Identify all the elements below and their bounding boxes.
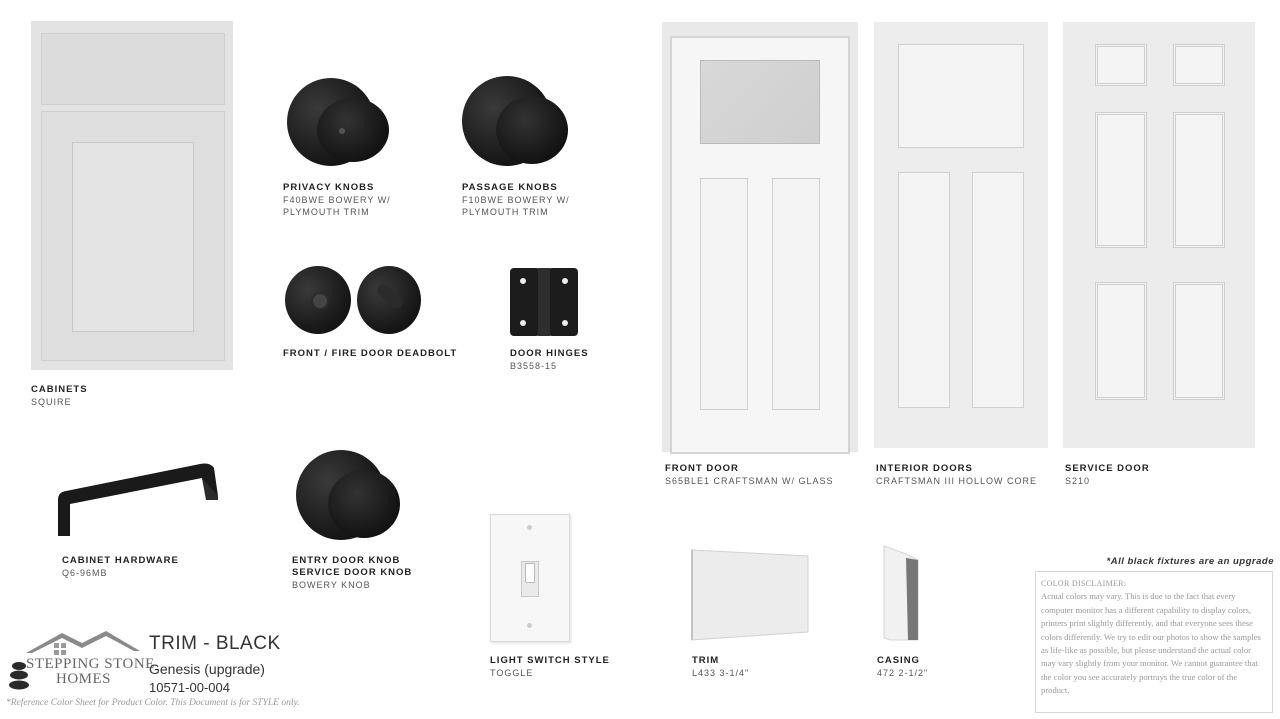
interior-door-image — [874, 22, 1048, 448]
service-door-label: SERVICE DOOR — [1065, 463, 1150, 474]
package-name: Genesis (upgrade) — [149, 661, 265, 677]
house-roof-logo-icon — [24, 629, 142, 657]
disclaimer-body: Actual colors may vary. This is due to the fact that every computer monitor has a different capability to display colors, printers print slightly differently, and that everyone sees these colors differently. We try to edit our photos to show the samples as life-like as possible, but please understand the actual color may vary slightly from your monitor. We cannot guarantee that the color you see accurately portrays the true color of the product. — [1041, 591, 1261, 696]
door-hinge-image — [510, 268, 578, 336]
privacy-knobs-label: PRIVACY KNOBS — [283, 182, 375, 193]
casing-model: 472 2-1/2" — [877, 668, 929, 678]
door-hinges-model: B3558-15 — [510, 361, 558, 371]
disclaimer-title: COLOR DISCLAIMER: — [1041, 579, 1127, 588]
privacy-knobs-model: F40BWE BOWERY W/ — [283, 195, 391, 205]
front-door-image — [662, 22, 858, 452]
light-switch-label: LIGHT SWITCH STYLE — [490, 655, 610, 666]
passage-knobs-model: F10BWE BOWERY W/ — [462, 195, 570, 205]
casing-profile-image — [880, 544, 922, 644]
package-title: TRIM - BLACK — [149, 633, 281, 654]
upgrade-note: *All black fixtures are an upgrade — [1106, 556, 1274, 567]
deadbolt-label: FRONT / FIRE DOOR DEADBOLT — [283, 348, 458, 359]
cabinet-door-image — [31, 21, 233, 370]
privacy-knobs-trim: PLYMOUTH TRIM — [283, 207, 370, 217]
trim-label: TRIM — [692, 655, 720, 666]
service-door-knob-label: SERVICE DOOR KNOB — [292, 567, 413, 578]
interior-doors-model: CRAFTSMAN III HOLLOW CORE — [876, 476, 1038, 486]
brand-name-line1: STEPPING STONE — [26, 656, 155, 672]
passage-knobs-label: PASSAGE KNOBS — [462, 182, 558, 193]
service-door-image — [1063, 22, 1255, 448]
service-door-model: S210 — [1065, 476, 1091, 486]
deadbolt-image — [285, 266, 425, 338]
passage-knobs-trim: PLYMOUTH TRIM — [462, 207, 549, 217]
entry-knob-model: BOWERY KNOB — [292, 580, 371, 590]
front-door-model: S65BLE1 CRAFTSMAN W/ GLASS — [665, 476, 834, 486]
trim-profile-image — [690, 548, 812, 642]
casing-label: CASING — [877, 655, 920, 666]
trim-model: L433 3-1/4" — [692, 668, 750, 678]
light-switch-style: TOGGLE — [490, 668, 534, 678]
package-code: 10571-00-004 — [149, 680, 230, 695]
entry-door-knob-label: ENTRY DOOR KNOB — [292, 555, 401, 566]
interior-doors-label: INTERIOR DOORS — [876, 463, 973, 474]
light-switch-image — [490, 514, 570, 642]
cabinet-hardware-model: Q6-96MB — [62, 568, 108, 578]
front-door-label: FRONT DOOR — [665, 463, 739, 474]
door-hinges-label: DOOR HINGES — [510, 348, 589, 359]
passage-knob-image — [462, 76, 570, 168]
cabinets-label: CABINETS — [31, 384, 88, 395]
brand-name-line2: HOMES — [56, 671, 112, 687]
entry-knob-image — [296, 450, 402, 542]
color-disclaimer — [1035, 571, 1273, 713]
privacy-knob-image — [287, 78, 389, 168]
footnote: *Reference Color Sheet for Product Color. This Document is for STYLE only. — [6, 698, 300, 708]
cabinets-style: SQUIRE — [31, 397, 72, 407]
cabinet-hardware-label: CABINET HARDWARE — [62, 555, 179, 566]
cabinet-pull-image — [50, 450, 226, 542]
